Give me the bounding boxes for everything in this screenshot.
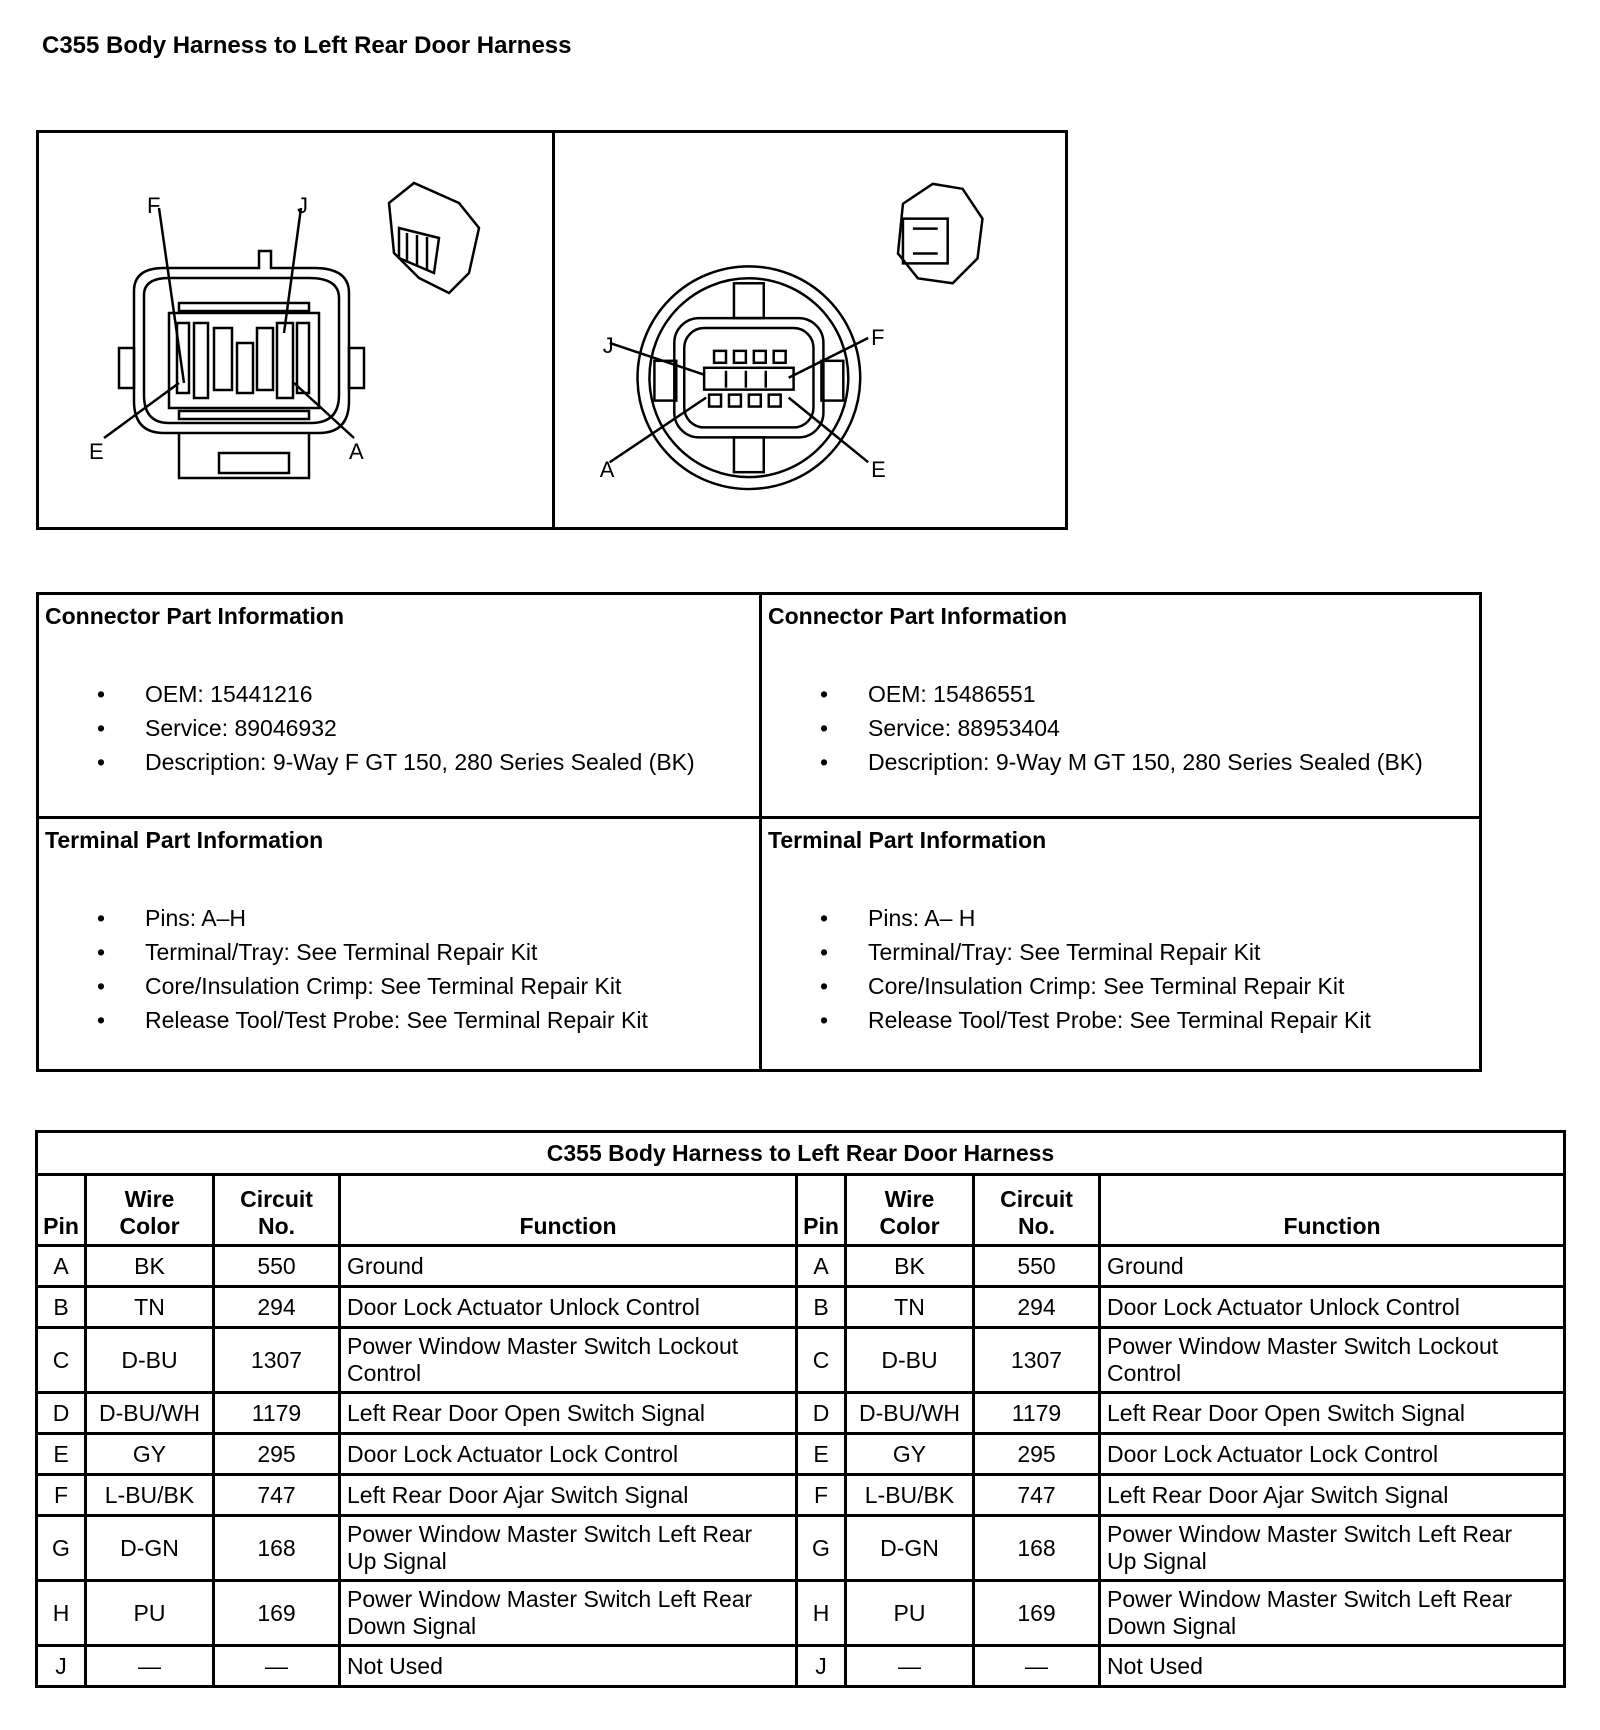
function-cell: Not Used (1100, 1646, 1565, 1687)
list-item-text: OEM: 15441216 (145, 681, 313, 707)
wire-color-cell: D-GN (86, 1516, 214, 1581)
pin-cell: H (797, 1581, 846, 1646)
wire-color-header: Wire Color (846, 1175, 974, 1246)
list-item (45, 935, 759, 969)
section-heading: Terminal Part Information (768, 827, 1047, 853)
wire-color-cell: D-BU (86, 1328, 214, 1393)
circuit-cell: 168 (214, 1516, 340, 1581)
bullet-icon: • (820, 905, 829, 931)
circuit-cell: 1179 (214, 1393, 340, 1434)
bullet-icon: • (97, 681, 106, 707)
list-item (768, 969, 1479, 1003)
bullet-icon: • (97, 749, 106, 775)
function-cell: Not Used (340, 1646, 797, 1687)
pin-cell: F (37, 1475, 86, 1516)
table-row (37, 1246, 1565, 1287)
circuit-cell: 295 (214, 1434, 340, 1475)
bullet-icon: • (97, 1007, 106, 1033)
function-cell: Power Window Master Switch Left Rear Up Signal (1100, 1516, 1565, 1581)
circuit-cell: 294 (214, 1287, 340, 1328)
pin-a-label: A (349, 439, 364, 464)
wire-color-cell: BK (846, 1246, 974, 1287)
circuit-cell: — (214, 1646, 340, 1687)
table-row (37, 1434, 1565, 1475)
wire-color-cell: L-BU/BK (86, 1475, 214, 1516)
list-item (45, 711, 759, 745)
list-item-text: Pins: A–H (145, 905, 246, 931)
list-item (768, 677, 1479, 711)
pin-j-label: J (297, 193, 308, 218)
circuit-cell: 550 (214, 1246, 340, 1287)
wire-color-cell: D-BU (846, 1328, 974, 1393)
pin-cell: C (797, 1328, 846, 1393)
bullet-icon: • (97, 715, 106, 741)
list-item-text: Terminal/Tray: See Terminal Repair Kit (145, 939, 538, 965)
function-cell: Door Lock Actuator Lock Control (340, 1434, 797, 1475)
function-cell: Left Rear Door Open Switch Signal (1100, 1393, 1565, 1434)
pin-cell: F (797, 1475, 846, 1516)
list-item (768, 901, 1479, 935)
wire-color-cell: TN (86, 1287, 214, 1328)
pin-e-label: E (89, 439, 104, 464)
right-terminal-info (759, 816, 1479, 1069)
pin-a-label: A (599, 457, 615, 483)
right-connector-info (759, 595, 1479, 816)
left-connector-info (39, 595, 759, 816)
bullet-icon: • (820, 973, 829, 999)
male-connector-drawing (555, 133, 1065, 527)
bullet-icon: • (820, 939, 829, 965)
bullet-list (768, 901, 1479, 1037)
function-header: Function (340, 1175, 797, 1246)
circuit-cell: 169 (974, 1581, 1100, 1646)
circuit-cell: — (974, 1646, 1100, 1687)
function-cell: Power Window Master Switch Lockout Control (1100, 1328, 1565, 1393)
circuit-cell: 295 (974, 1434, 1100, 1475)
bullet-icon: • (820, 1007, 829, 1033)
wire-color-cell: BK (86, 1246, 214, 1287)
circuit-cell: 294 (974, 1287, 1100, 1328)
bullet-icon: • (97, 905, 106, 931)
part-information-grid (36, 592, 1482, 1072)
wire-color-cell: D-BU/WH (86, 1393, 214, 1434)
list-item-text: Release Tool/Test Probe: See Terminal Repair Kit (868, 1007, 1371, 1033)
function-cell: Door Lock Actuator Lock Control (1100, 1434, 1565, 1475)
bullet-icon: • (820, 749, 829, 775)
function-header: Function (1100, 1175, 1565, 1246)
wire-color-cell: PU (846, 1581, 974, 1646)
list-item-text: Release Tool/Test Probe: See Terminal Repair Kit (145, 1007, 648, 1033)
table-row (37, 1646, 1565, 1687)
list-item (768, 935, 1479, 969)
list-item-text: OEM: 15486551 (868, 681, 1036, 707)
list-item-text: Service: 89046932 (145, 715, 337, 741)
connector-diagram-frame (36, 130, 1068, 530)
pin-j-label: J (602, 332, 614, 358)
pin-f-label: F (871, 324, 885, 350)
table-row (37, 1393, 1565, 1434)
list-item-text: Service: 88953404 (868, 715, 1060, 741)
list-item (45, 1003, 759, 1037)
function-cell: Door Lock Actuator Unlock Control (1100, 1287, 1565, 1328)
section-heading: Connector Part Information (45, 603, 345, 629)
section-heading: Connector Part Information (768, 603, 1068, 629)
wire-color-cell: L-BU/BK (846, 1475, 974, 1516)
circuit-cell: 747 (214, 1475, 340, 1516)
function-cell: Left Rear Door Ajar Switch Signal (340, 1475, 797, 1516)
list-item (768, 711, 1479, 745)
pin-header: Pin (797, 1175, 846, 1246)
pin-cell: E (797, 1434, 846, 1475)
list-item (45, 745, 759, 779)
female-connector-drawing (39, 133, 552, 527)
wire-color-cell: D-BU/WH (846, 1393, 974, 1434)
list-item (45, 969, 759, 1003)
list-item-text: Pins: A– H (868, 905, 976, 931)
circuit-cell: 1307 (214, 1328, 340, 1393)
pin-cell: E (37, 1434, 86, 1475)
bullet-icon: • (97, 939, 106, 965)
list-item (45, 901, 759, 935)
function-cell: Left Rear Door Ajar Switch Signal (1100, 1475, 1565, 1516)
function-cell: Power Window Master Switch Left Rear Up Signal (340, 1516, 797, 1581)
bullet-icon: • (820, 715, 829, 741)
pin-cell: J (797, 1646, 846, 1687)
pin-cell: D (37, 1393, 86, 1434)
circuit-cell: 1179 (974, 1393, 1100, 1434)
table-row (37, 1581, 1565, 1646)
list-item (768, 745, 1479, 779)
pin-cell: A (797, 1246, 846, 1287)
table-caption: C355 Body Harness to Left Rear Door Harness (37, 1132, 1565, 1175)
table-row (37, 1516, 1565, 1581)
table-row (37, 1328, 1565, 1393)
pin-cell: H (37, 1581, 86, 1646)
female-connector-diagram (39, 133, 552, 527)
pin-cell: G (797, 1516, 846, 1581)
function-cell: Ground (340, 1246, 797, 1287)
list-item-text: Core/Insulation Crimp: See Terminal Repair Kit (145, 973, 622, 999)
pin-cell: D (797, 1393, 846, 1434)
table-row (37, 1287, 1565, 1328)
pin-cell: B (37, 1287, 86, 1328)
male-connector-diagram (552, 133, 1065, 527)
function-cell: Ground (1100, 1246, 1565, 1287)
list-item (45, 677, 759, 711)
left-terminal-info (39, 816, 759, 1069)
function-cell: Door Lock Actuator Unlock Control (340, 1287, 797, 1328)
circuit-no-header: Circuit No. (214, 1175, 340, 1246)
pin-f-label: F (147, 193, 161, 218)
bullet-icon: • (97, 973, 106, 999)
pin-e-label: E (871, 457, 886, 483)
circuit-no-header: Circuit No. (974, 1175, 1100, 1246)
bullet-list (45, 901, 759, 1037)
wire-color-cell: GY (86, 1434, 214, 1475)
list-item-text: Core/Insulation Crimp: See Terminal Repair Kit (868, 973, 1345, 999)
wire-color-cell: D-GN (846, 1516, 974, 1581)
list-item-text: Terminal/Tray: See Terminal Repair Kit (868, 939, 1261, 965)
function-cell: Left Rear Door Open Switch Signal (340, 1393, 797, 1434)
wire-color-cell: — (846, 1646, 974, 1687)
circuit-cell: 169 (214, 1581, 340, 1646)
pin-cell: G (37, 1516, 86, 1581)
pin-cell: A (37, 1246, 86, 1287)
function-cell: Power Window Master Switch Lockout Control (340, 1328, 797, 1393)
pin-cell: B (797, 1287, 846, 1328)
wire-color-cell: PU (86, 1581, 214, 1646)
pin-cell: J (37, 1646, 86, 1687)
page-title: C355 Body Harness to Left Rear Door Harness (42, 32, 572, 59)
circuit-cell: 1307 (974, 1328, 1100, 1393)
table-row (37, 1475, 1565, 1516)
wire-color-cell: — (86, 1646, 214, 1687)
pin-header: Pin (37, 1175, 86, 1246)
bullet-list (45, 677, 759, 779)
list-item (768, 1003, 1479, 1037)
bullet-icon: • (820, 681, 829, 707)
wire-color-header: Wire Color (86, 1175, 214, 1246)
pinout-table (35, 1130, 1566, 1688)
function-cell: Power Window Master Switch Left Rear Down Signal (1100, 1581, 1565, 1646)
table-header-row (37, 1175, 1565, 1246)
pin-cell: C (37, 1328, 86, 1393)
list-item-text: Description: 9-Way F GT 150, 280 Series Sealed (BK) (145, 749, 695, 775)
circuit-cell: 168 (974, 1516, 1100, 1581)
wire-color-cell: GY (846, 1434, 974, 1475)
list-item-text: Description: 9-Way M GT 150, 280 Series Sealed (BK) (868, 749, 1423, 775)
wire-color-cell: TN (846, 1287, 974, 1328)
function-cell: Power Window Master Switch Left Rear Down Signal (340, 1581, 797, 1646)
circuit-cell: 550 (974, 1246, 1100, 1287)
circuit-cell: 747 (974, 1475, 1100, 1516)
bullet-list (768, 677, 1479, 779)
section-heading: Terminal Part Information (45, 827, 324, 853)
